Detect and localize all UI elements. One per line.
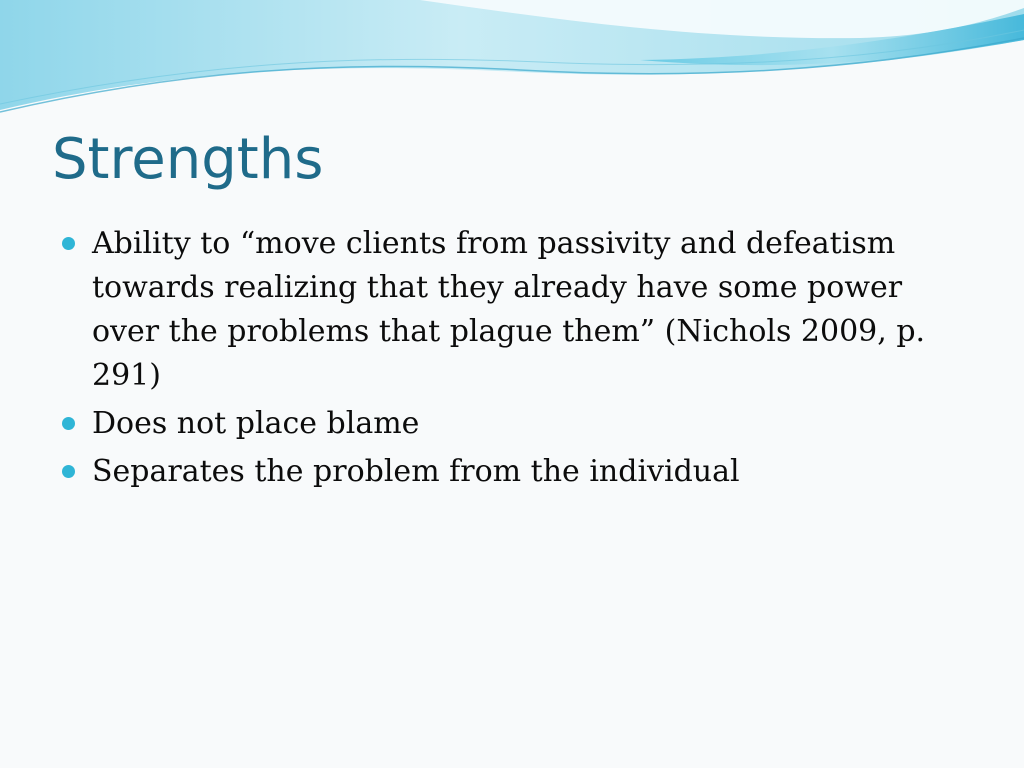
bullet-dot-icon: [62, 465, 75, 478]
bullet-text: Ability to “move clients from passivity and defeatism towards realizing that they already have some power over the problems that plague them” (Nichols 2009, p. 291): [92, 226, 926, 393]
bullet-text: Does not place blame: [92, 406, 420, 441]
bullet-item: [62, 222, 962, 398]
wave-header-decoration: [0, 0, 1024, 130]
bullet-item: [62, 402, 962, 446]
bullet-dot-icon: [62, 417, 75, 430]
bullet-dot-icon: [62, 237, 75, 250]
bullet-item: [62, 450, 962, 494]
bullet-list: [62, 222, 962, 498]
bullet-text: Separates the problem from the individual: [92, 454, 740, 489]
slide-title: Strengths: [52, 127, 324, 192]
